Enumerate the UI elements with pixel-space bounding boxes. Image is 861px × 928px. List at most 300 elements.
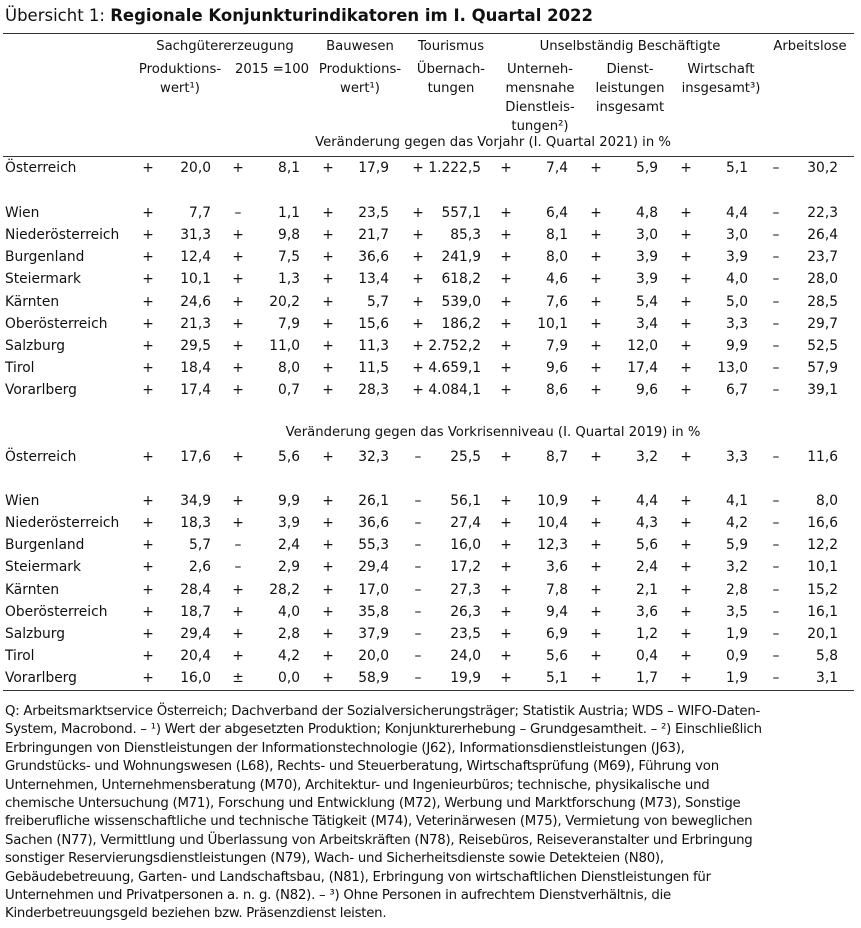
sign-cell: +: [232, 160, 244, 176]
value-cell: 15,2: [807, 582, 838, 598]
sign-cell: +: [590, 227, 602, 243]
value-cell: 9,9: [726, 338, 748, 354]
region-label: Tirol: [5, 360, 35, 376]
footnote-line: Grundstücks- und Wohnungswesen (L68), Rechts- und Steuerberatung, Wirtschaftsprüfung (M69), Führung von: [5, 759, 719, 775]
header-tourismus: Tourismus: [417, 39, 485, 54]
table-row: [0, 313, 861, 335]
region-label: Salzburg: [5, 338, 65, 354]
value-cell: 58,9: [358, 670, 389, 686]
sign-cell: +: [500, 515, 512, 531]
region-label: Kärnten: [5, 582, 60, 598]
sign-cell: +: [500, 338, 512, 354]
sign-cell: +: [500, 360, 512, 376]
value-cell: 16,0: [450, 537, 481, 553]
sign-cell: +: [232, 271, 244, 287]
value-cell: 557,1: [441, 205, 481, 221]
value-cell: 29,4: [180, 626, 211, 642]
value-cell: 4.084,1: [428, 382, 481, 398]
table-row: [0, 446, 861, 468]
value-cell: 3,6: [636, 604, 658, 620]
sign-cell: +: [322, 316, 334, 332]
sign-cell: –: [772, 360, 780, 376]
value-cell: 539,0: [441, 294, 481, 310]
sign-cell: +: [142, 382, 154, 398]
table-row: [0, 157, 861, 179]
table-row: [0, 357, 861, 379]
sign-cell: –: [414, 604, 422, 620]
value-cell: 5,6: [636, 537, 658, 553]
value-cell: 26,1: [358, 493, 389, 509]
sign-cell: +: [142, 559, 154, 575]
value-cell: 18,7: [180, 604, 211, 620]
sign-cell: +: [680, 626, 692, 642]
sign-cell: –: [772, 382, 780, 398]
sign-cell: +: [680, 670, 692, 686]
sign-cell: +: [500, 271, 512, 287]
value-cell: 2,8: [726, 582, 748, 598]
footnote-line: Q: Arbeitsmarktservice Österreich; Dachverband der Sozialversicherungsträger; Statistik Austria; WDS – WIFO-Daten-: [5, 704, 761, 719]
sign-cell: +: [590, 493, 602, 509]
region-label: Kärnten: [5, 294, 60, 310]
table-row: [0, 623, 861, 645]
sign-cell: +: [590, 626, 602, 642]
sign-cell: +: [590, 515, 602, 531]
value-cell: 17,6: [180, 449, 211, 465]
sign-cell: +: [590, 537, 602, 553]
sign-cell: +: [322, 249, 334, 265]
value-cell: 8,6: [546, 382, 568, 398]
value-cell: 1,1: [278, 205, 300, 221]
header-produktionswert: Produktions- wert¹): [138, 62, 222, 96]
value-cell: 5,6: [546, 648, 568, 664]
value-cell: 1,3: [278, 271, 300, 287]
value-cell: 23,5: [358, 205, 389, 221]
sign-cell: +: [412, 271, 424, 287]
value-cell: 5,4: [636, 294, 658, 310]
value-cell: 1,2: [636, 626, 658, 642]
value-cell: 28,4: [180, 582, 211, 598]
value-cell: 2,8: [278, 626, 300, 642]
value-cell: 2,4: [636, 559, 658, 575]
sign-cell: –: [414, 626, 422, 642]
value-cell: 28,5: [807, 294, 838, 310]
table-row: [0, 490, 861, 512]
sign-cell: –: [772, 227, 780, 243]
sign-cell: +: [500, 559, 512, 575]
region-label: Vorarlberg: [5, 382, 77, 398]
sign-cell: –: [772, 626, 780, 642]
value-cell: 8,0: [546, 249, 568, 265]
sign-cell: +: [322, 205, 334, 221]
sign-cell: +: [142, 316, 154, 332]
sign-cell: +: [142, 537, 154, 553]
value-cell: 5,6: [278, 449, 300, 465]
sign-cell: +: [232, 227, 244, 243]
sign-cell: –: [772, 537, 780, 553]
sign-cell: +: [412, 360, 424, 376]
value-cell: 12,3: [537, 537, 568, 553]
value-cell: 17,0: [358, 582, 389, 598]
sign-cell: +: [500, 648, 512, 664]
bottom-rule: [3, 690, 854, 691]
sign-cell: +: [322, 360, 334, 376]
value-cell: 5,7: [189, 537, 211, 553]
value-cell: 57,9: [807, 360, 838, 376]
value-cell: 4,4: [726, 205, 748, 221]
sign-cell: +: [322, 670, 334, 686]
value-cell: 17,4: [180, 382, 211, 398]
region-label: Niederösterreich: [5, 515, 120, 531]
value-cell: 8,1: [546, 227, 568, 243]
sign-cell: +: [142, 493, 154, 509]
value-cell: 35,8: [358, 604, 389, 620]
value-cell: 4,3: [636, 515, 658, 531]
value-cell: 3,5: [726, 604, 748, 620]
sign-cell: +: [500, 449, 512, 465]
sign-cell: +: [590, 338, 602, 354]
value-cell: 20,1: [807, 626, 838, 642]
sign-cell: –: [772, 249, 780, 265]
value-cell: 29,4: [358, 559, 389, 575]
region-label: Wien: [5, 205, 40, 221]
region-label: Burgenland: [5, 537, 85, 553]
value-cell: 4,0: [726, 271, 748, 287]
value-cell: 30,2: [807, 160, 838, 176]
sign-cell: –: [772, 559, 780, 575]
sign-cell: +: [322, 559, 334, 575]
value-cell: 3,2: [726, 559, 748, 575]
sign-cell: +: [322, 338, 334, 354]
sign-cell: +: [590, 582, 602, 598]
value-cell: 20,4: [180, 648, 211, 664]
value-cell: 17,2: [450, 559, 481, 575]
value-cell: 56,1: [450, 493, 481, 509]
sign-cell: +: [590, 449, 602, 465]
value-cell: 6,4: [546, 205, 568, 221]
value-cell: 24,6: [180, 294, 211, 310]
value-cell: 10,1: [180, 271, 211, 287]
region-label: Steiermark: [5, 271, 81, 287]
sign-cell: +: [500, 537, 512, 553]
footnote-line: freiberufliche wissenschaftliche und technische Tätigkeit (M74), Veterinärwesen (M75), Vermietung von beweglichen: [5, 814, 753, 830]
region-label: Niederösterreich: [5, 227, 120, 243]
header-uebernachtungen: Übernach- tungen: [416, 62, 486, 96]
value-cell: 1,9: [726, 626, 748, 642]
region-label: Österreich: [5, 160, 77, 176]
value-cell: 3,0: [636, 227, 658, 243]
value-cell: 34,9: [180, 493, 211, 509]
value-cell: 8,1: [278, 160, 300, 176]
header-bau-produktionswert: Produktions- wert¹): [318, 62, 402, 96]
value-cell: 9,6: [546, 360, 568, 376]
table-row: [0, 335, 861, 357]
sign-cell: +: [500, 249, 512, 265]
value-cell: 1.222,5: [428, 160, 481, 176]
sign-cell: +: [680, 294, 692, 310]
value-cell: 11,0: [269, 338, 300, 354]
sign-cell: –: [772, 582, 780, 598]
value-cell: 15,6: [358, 316, 389, 332]
sign-cell: +: [322, 271, 334, 287]
value-cell: 28,0: [807, 271, 838, 287]
region-label: Wien: [5, 493, 40, 509]
value-cell: 21,7: [358, 227, 389, 243]
value-cell: 8,0: [278, 360, 300, 376]
table-row: [0, 202, 861, 224]
table-row: [0, 645, 861, 667]
region-label: Tirol: [5, 648, 35, 664]
value-cell: 10,4: [537, 515, 568, 531]
value-cell: 3,9: [636, 271, 658, 287]
sign-cell: +: [142, 271, 154, 287]
value-cell: 25,5: [450, 449, 481, 465]
value-cell: 55,3: [358, 537, 389, 553]
sign-cell: +: [590, 360, 602, 376]
sign-cell: +: [142, 449, 154, 465]
sign-cell: +: [412, 382, 424, 398]
sign-cell: +: [412, 205, 424, 221]
sign-cell: +: [680, 271, 692, 287]
value-cell: 21,3: [180, 316, 211, 332]
region-label: Burgenland: [5, 249, 85, 265]
sign-cell: +: [590, 648, 602, 664]
sign-cell: +: [322, 648, 334, 664]
sign-cell: +: [590, 205, 602, 221]
value-cell: 9,6: [636, 382, 658, 398]
sign-cell: +: [322, 294, 334, 310]
sign-cell: +: [232, 493, 244, 509]
value-cell: 3,4: [636, 316, 658, 332]
value-cell: 16,0: [180, 670, 211, 686]
sign-cell: +: [500, 160, 512, 176]
value-cell: 11,3: [358, 338, 389, 354]
value-cell: 618,2: [441, 271, 481, 287]
sign-cell: +: [142, 582, 154, 598]
sign-cell: –: [414, 559, 422, 575]
value-cell: 3,3: [726, 316, 748, 332]
header-unselbstaendig: Unselbständig Beschäftigte: [539, 39, 721, 54]
sign-cell: –: [772, 648, 780, 664]
sign-cell: +: [500, 626, 512, 642]
sign-cell: ±: [232, 670, 244, 686]
sign-cell: –: [772, 604, 780, 620]
sign-cell: +: [680, 582, 692, 598]
value-cell: 12,0: [627, 338, 658, 354]
footnote-line: Gebäudebetreuung, Garten- und Landschaftsbau, (N81), Erbringung von wirtschaftlichen Dienstleistungen für: [5, 869, 711, 885]
table-row: [0, 291, 861, 313]
value-cell: 9,9: [278, 493, 300, 509]
footnote-line: Kinderbetreuungsgeld beziehen bzw. Präsenzdienst leisten.: [5, 906, 387, 922]
sign-cell: +: [680, 604, 692, 620]
footnote-line: sonstiger Reservierungsdienstleistungen (N79), Wach- und Sicherheitsdienste sowie Detekteien (N80),: [5, 851, 664, 867]
sign-cell: +: [412, 316, 424, 332]
sign-cell: –: [234, 559, 242, 575]
value-cell: 2,4: [278, 537, 300, 553]
sign-cell: +: [322, 515, 334, 531]
table-row: [0, 224, 861, 246]
region-label: Oberösterreich: [5, 316, 108, 332]
value-cell: 0,4: [636, 648, 658, 664]
sign-cell: +: [412, 160, 424, 176]
value-cell: 10,1: [537, 316, 568, 332]
table-row: [0, 379, 861, 401]
value-cell: 4,8: [636, 205, 658, 221]
value-cell: 3,9: [636, 249, 658, 265]
value-cell: 9,4: [546, 604, 568, 620]
value-cell: 52,5: [807, 338, 838, 354]
header-dienstleistungen: Dienst- leistungen insgesamt: [595, 62, 665, 115]
value-cell: 7,8: [546, 582, 568, 598]
sign-cell: +: [680, 160, 692, 176]
table-row: [0, 268, 861, 290]
sign-cell: –: [414, 670, 422, 686]
region-label: Vorarlberg: [5, 670, 77, 686]
sign-cell: +: [412, 294, 424, 310]
sign-cell: +: [680, 249, 692, 265]
region-label: Salzburg: [5, 626, 65, 642]
sign-cell: +: [142, 648, 154, 664]
value-cell: 7,7: [189, 205, 211, 221]
footnote-line: System, Macrobond. – ¹) Wert der abgesetzten Produktion; Konjunkturerhebung – Grundgesamtheit. – ²) Einschließlich: [5, 722, 762, 738]
header-bauwesen: Bauwesen: [326, 39, 394, 54]
sign-cell: +: [680, 338, 692, 354]
sign-cell: +: [500, 316, 512, 332]
value-cell: 3,2: [636, 449, 658, 465]
sign-cell: +: [232, 515, 244, 531]
value-cell: 4,6: [546, 271, 568, 287]
value-cell: 16,6: [807, 515, 838, 531]
sign-cell: +: [142, 160, 154, 176]
header-index2015: 2015 =100: [235, 62, 309, 77]
sign-cell: +: [232, 249, 244, 265]
value-cell: 5,0: [726, 294, 748, 310]
sign-cell: +: [500, 493, 512, 509]
sign-cell: –: [772, 294, 780, 310]
sign-cell: +: [590, 160, 602, 176]
sign-cell: +: [590, 294, 602, 310]
footnote-line: Erbringungen von Dienstleistungen der Informationstechnologie (J62), Informationsdienstleistungen (J63),: [5, 740, 685, 756]
sign-cell: +: [500, 227, 512, 243]
value-cell: 85,3: [450, 227, 481, 243]
value-cell: 6,9: [546, 626, 568, 642]
sign-cell: +: [232, 626, 244, 642]
sign-cell: +: [322, 160, 334, 176]
sign-cell: +: [142, 227, 154, 243]
sign-cell: –: [772, 205, 780, 221]
value-cell: 24,0: [450, 648, 481, 664]
sign-cell: +: [680, 515, 692, 531]
sign-cell: –: [234, 537, 242, 553]
value-cell: 39,1: [807, 382, 838, 398]
footnote-line: chemische Untersuchung (M71), Forschung und Entwicklung (M72), Werbung und Marktforschung (M73), Sonstige: [5, 796, 741, 812]
title-main: Regionale Konjunkturindikatoren im I. Quartal 2022: [110, 6, 594, 25]
value-cell: 37,9: [358, 626, 389, 642]
sign-cell: +: [500, 604, 512, 620]
value-cell: 1,9: [726, 670, 748, 686]
sign-cell: +: [412, 249, 424, 265]
sign-cell: +: [322, 227, 334, 243]
sign-cell: +: [142, 294, 154, 310]
sign-cell: +: [500, 670, 512, 686]
sign-cell: +: [142, 670, 154, 686]
sign-cell: +: [232, 360, 244, 376]
sign-cell: +: [680, 493, 692, 509]
region-label: Österreich: [5, 449, 77, 465]
sign-cell: +: [500, 294, 512, 310]
sign-cell: +: [680, 360, 692, 376]
value-cell: 4,0: [278, 604, 300, 620]
value-cell: 29,7: [807, 316, 838, 332]
sign-cell: +: [412, 338, 424, 354]
sign-cell: +: [500, 382, 512, 398]
sign-cell: –: [234, 205, 242, 221]
table-row: [0, 667, 861, 689]
header-unternehmensnahe: Unterneh- mensnahe Dienstleis- tungen²): [505, 62, 575, 134]
value-cell: 19,9: [450, 670, 481, 686]
sign-cell: +: [322, 626, 334, 642]
value-cell: 3,6: [546, 559, 568, 575]
value-cell: 7,5: [278, 249, 300, 265]
value-cell: 4,2: [278, 648, 300, 664]
value-cell: 17,4: [627, 360, 658, 376]
value-cell: 3,9: [278, 515, 300, 531]
sign-cell: –: [772, 338, 780, 354]
value-cell: 16,1: [807, 604, 838, 620]
sign-cell: +: [142, 338, 154, 354]
sign-cell: +: [680, 205, 692, 221]
value-cell: 10,9: [537, 493, 568, 509]
value-cell: 0,7: [278, 382, 300, 398]
sign-cell: –: [414, 648, 422, 664]
sign-cell: –: [772, 670, 780, 686]
sign-cell: –: [772, 449, 780, 465]
sign-cell: +: [232, 582, 244, 598]
sign-cell: –: [772, 515, 780, 531]
sign-cell: +: [142, 604, 154, 620]
sign-cell: +: [322, 582, 334, 598]
sign-cell: –: [772, 160, 780, 176]
sign-cell: +: [232, 648, 244, 664]
value-cell: 28,2: [269, 582, 300, 598]
footnote-line: Unternehmen und Privatpersonen a. n. g. (N82). – ³) Ohne Personen in aufrechtem Dienstverhältnis, die: [5, 888, 671, 904]
value-cell: 36,6: [358, 249, 389, 265]
value-cell: 4,4: [636, 493, 658, 509]
header-sachgueter: Sachgütererzeugung: [156, 39, 294, 54]
sign-cell: –: [772, 316, 780, 332]
footnote: [5, 703, 857, 924]
sign-cell: –: [414, 582, 422, 598]
table-row: [0, 556, 861, 578]
value-cell: 3,1: [816, 670, 838, 686]
value-cell: 11,6: [807, 449, 838, 465]
sign-cell: +: [232, 338, 244, 354]
value-cell: 3,3: [726, 449, 748, 465]
sign-cell: +: [412, 227, 424, 243]
sign-cell: +: [680, 537, 692, 553]
value-cell: 5,7: [367, 294, 389, 310]
table-row: [0, 534, 861, 556]
value-cell: 23,7: [807, 249, 838, 265]
sign-cell: +: [680, 227, 692, 243]
sign-cell: +: [680, 449, 692, 465]
value-cell: 11,5: [358, 360, 389, 376]
value-cell: 7,9: [546, 338, 568, 354]
value-cell: 20,0: [358, 648, 389, 664]
value-cell: 2,9: [278, 559, 300, 575]
value-cell: 31,3: [180, 227, 211, 243]
sign-cell: +: [322, 493, 334, 509]
header-arbeitslose: Arbeitslose: [773, 39, 847, 54]
